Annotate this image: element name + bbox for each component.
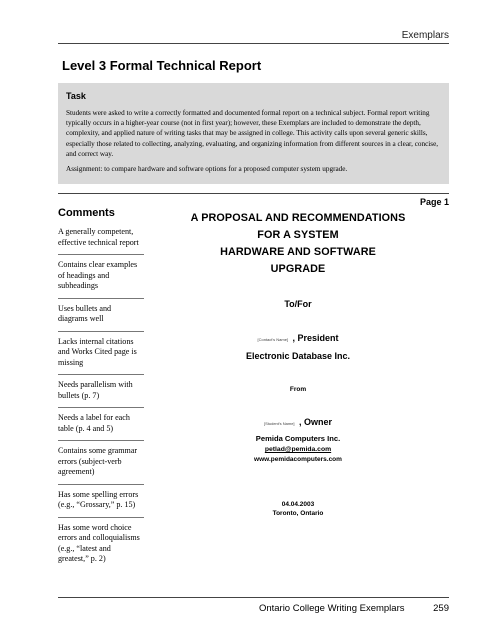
student-placeholder: [Student's Name] bbox=[263, 421, 295, 426]
report-title-line-3: HARDWARE AND SOFTWARE bbox=[220, 246, 376, 258]
task-assignment: Assignment: to compare hardware and software options for a proposed computer system upgrade. bbox=[66, 165, 348, 174]
comment-item: Has some spelling errors (e.g., “Grossary,” p. 15) bbox=[58, 488, 144, 518]
comment-item: A generally competent, effective technical report bbox=[58, 225, 144, 255]
email-link[interactable]: petlad@pemida.com bbox=[264, 446, 332, 453]
comment-item: Uses bullets and diagrams well bbox=[58, 302, 144, 332]
task-description: Students were asked to write a correctly formatted and documented formal report on a technical subject. Formal report writing typically occurs in a higher-year course (not in first year); however, these Exemplars are included to demonstrate the depth, complexity, and applied nature of writing tasks that may be assigned in college. This activity calls upon several generic skills, especially those related to collecting, analyzing, evaluating, and organizing information from different sources in a clear, concise, and correct way. bbox=[66, 109, 439, 158]
sender-company: Pemida Computers Inc. bbox=[255, 434, 341, 443]
report-title-line-4: UPGRADE bbox=[270, 263, 326, 275]
section-rule bbox=[58, 193, 449, 194]
comments-heading: Comments bbox=[58, 207, 115, 219]
comment-item: Needs a label for each table (p. 4 and 5) bbox=[58, 411, 144, 441]
comment-item: Needs parallelism with bullets (p. 7) bbox=[58, 378, 144, 408]
footer-rule bbox=[58, 597, 449, 598]
report-title-line-1: A PROPOSAL AND RECOMMENDATIONS bbox=[190, 212, 406, 224]
website-link[interactable]: www.pemidacomputers.com bbox=[254, 456, 342, 463]
report-title-line-2: FOR A SYSTEM bbox=[257, 229, 339, 241]
footer-title: Ontario College Writing Exemplars bbox=[258, 603, 405, 614]
page-label: Page 1 bbox=[419, 197, 449, 207]
report-date: 04.04.2003 bbox=[281, 501, 315, 508]
sender-line bbox=[168, 412, 428, 430]
report-title-page bbox=[168, 210, 428, 517]
footer-page-number: 259 bbox=[433, 603, 449, 614]
contact-placeholder: [Contact's Name] bbox=[257, 337, 289, 342]
page-title: Level 3 Formal Technical Report bbox=[62, 58, 262, 73]
from-label: From bbox=[289, 386, 307, 393]
recipient-line bbox=[168, 328, 428, 346]
page-footer bbox=[259, 603, 449, 614]
header-rule bbox=[58, 43, 449, 44]
task-box bbox=[58, 83, 449, 184]
recipient-company: Electronic Database Inc. bbox=[245, 351, 351, 361]
section-header: Exemplars bbox=[401, 30, 449, 41]
task-label: Task bbox=[66, 91, 86, 101]
contact-role: , President bbox=[292, 333, 339, 343]
comment-item: Lacks internal citations and Works Cited page is missing bbox=[58, 335, 144, 376]
comments-list bbox=[58, 225, 144, 574]
to-for-label: To/For bbox=[284, 299, 312, 309]
comment-item: Contains clear examples of headings and subheadings bbox=[58, 258, 144, 299]
student-role: , Owner bbox=[299, 417, 333, 427]
report-location: Toronto, Ontario bbox=[272, 510, 324, 517]
comment-item: Has some word choice errors and colloquialisms (e.g., “latest and greatest,” p. 2) bbox=[58, 522, 140, 563]
comment-item: Contains some grammar errors (subject-verb agreement) bbox=[58, 444, 144, 485]
